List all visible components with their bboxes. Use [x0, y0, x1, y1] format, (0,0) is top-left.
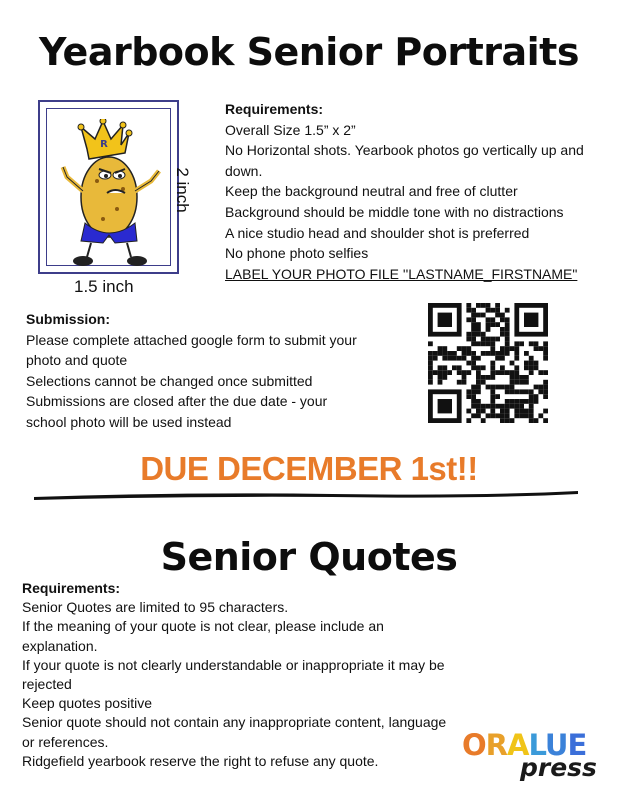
requirement-line: No Horizontal shots. Yearbook photos go vertically up and down. — [225, 142, 584, 179]
oralue-press-logo — [462, 728, 612, 784]
photo-width-label: 1.5 inch — [74, 277, 134, 296]
requirement-line-label-file: LABEL YOUR PHOTO FILE ''LASTNAME_FIRSTNAME" — [225, 265, 578, 282]
portrait-requirements-heading: Requirements: — [225, 101, 324, 117]
section-divider — [32, 488, 580, 502]
requirement-line: Keep the background neutral and free of clutter — [225, 183, 518, 200]
quotes-title: Senior Quotes — [160, 535, 458, 579]
submission-section — [26, 309, 371, 433]
photo-inner-frame — [46, 108, 171, 266]
submission-line: Submissions are closed after the due date - your school photo will be used instead — [26, 393, 328, 430]
requirement-line: No phone photo selfies — [225, 245, 369, 262]
mascot-image — [59, 119, 164, 269]
quote-requirement-line: Ridgefield yearbook reserve the right to refuse any quote. — [22, 752, 379, 769]
quote-requirement-line: If the meaning of your quote is not clear, please include an explanation. — [22, 618, 384, 654]
portraits-title: Yearbook Senior Portraits — [39, 30, 579, 74]
submission-line: Selections cannot be changed once submitted — [26, 372, 313, 389]
photo-size-frame — [38, 100, 179, 274]
logo-letter: R — [485, 728, 507, 762]
requirement-line: Overall Size 1.5” x 2” — [225, 121, 356, 138]
quote-requirement-line: Keep quotes positive — [22, 695, 152, 712]
submission-line: Please complete attached google form to submit your photo and quote — [26, 331, 357, 369]
logo-letter: U — [544, 728, 568, 762]
crown-letter: R — [100, 139, 108, 150]
qr-code[interactable] — [428, 303, 548, 423]
photo-height-label: 2 inch — [173, 167, 192, 213]
quote-requirement-line: Senior quote should not contain any inappropriate content, language or references. — [22, 714, 447, 750]
portrait-requirements — [225, 99, 610, 284]
logo-letter: L — [528, 728, 545, 762]
requirement-line: Background should be middle tone with no distractions — [225, 203, 564, 220]
logo-letter: E — [567, 728, 587, 762]
quote-requirement-line: If your quote is not clearly understandable or inappropriate it may be rejected — [22, 656, 445, 693]
submission-heading: Submission: — [26, 311, 111, 327]
quote-requirement-line: Senior Quotes are limited to 95 characters. — [22, 599, 289, 616]
logo-letter: A — [507, 728, 529, 762]
requirement-line: A nice studio head and shoulder shot is preferred — [225, 224, 530, 241]
logo-letter: O — [462, 728, 486, 762]
due-date-banner: DUE DECEMBER 1st!! — [140, 450, 478, 487]
quote-requirements-heading: Requirements: — [22, 580, 121, 596]
quote-requirements — [22, 579, 452, 771]
logo-bottom-text: press — [520, 753, 597, 782]
